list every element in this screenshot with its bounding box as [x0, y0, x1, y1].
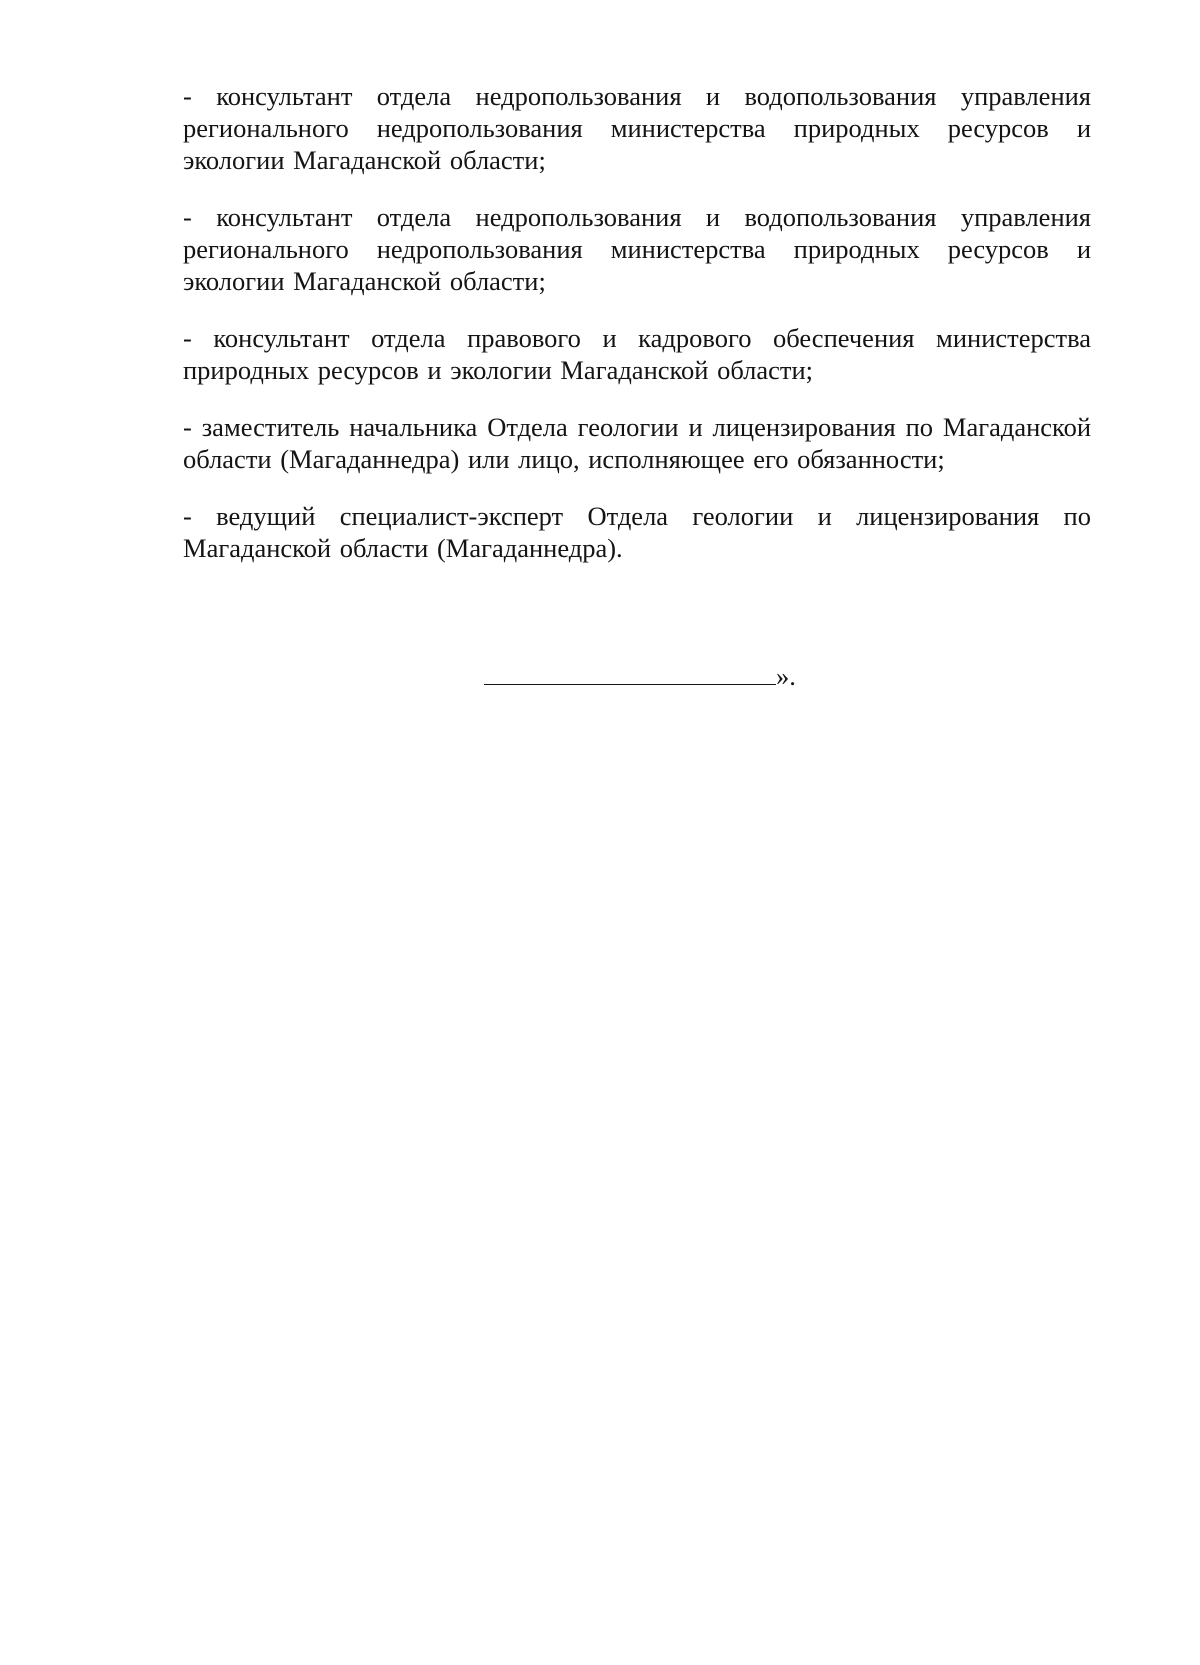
list-item: - консультант отдела недропользования и водопользования управления регионального недропользования министерства природных ресурсов и экологии Магаданской области; [183, 202, 1091, 296]
member-list [183, 80, 1091, 589]
list-item: - консультант отдела недропользования и водопользования управления регионального недропользования министерства природных ресурсов и экологии Магаданской области; [183, 81, 1091, 175]
closing-line [484, 660, 796, 692]
signature-underline [484, 662, 776, 685]
list-item: - консультант отдела правового и кадрового обеспечения министерства природных ресурсов и экологии Магаданской области; [183, 323, 1091, 385]
list-item: - заместитель начальника Отдела геологии и лицензирования по Магаданской области (Магаданнедра) или лицо, исполняющее его обязанности; [183, 412, 1091, 474]
closing-quote: ». [776, 661, 796, 691]
list-item: - ведущий специалист-эксперт Отдела геологии и лицензирования по Магаданской области (Магаданнедра). [183, 501, 1091, 563]
